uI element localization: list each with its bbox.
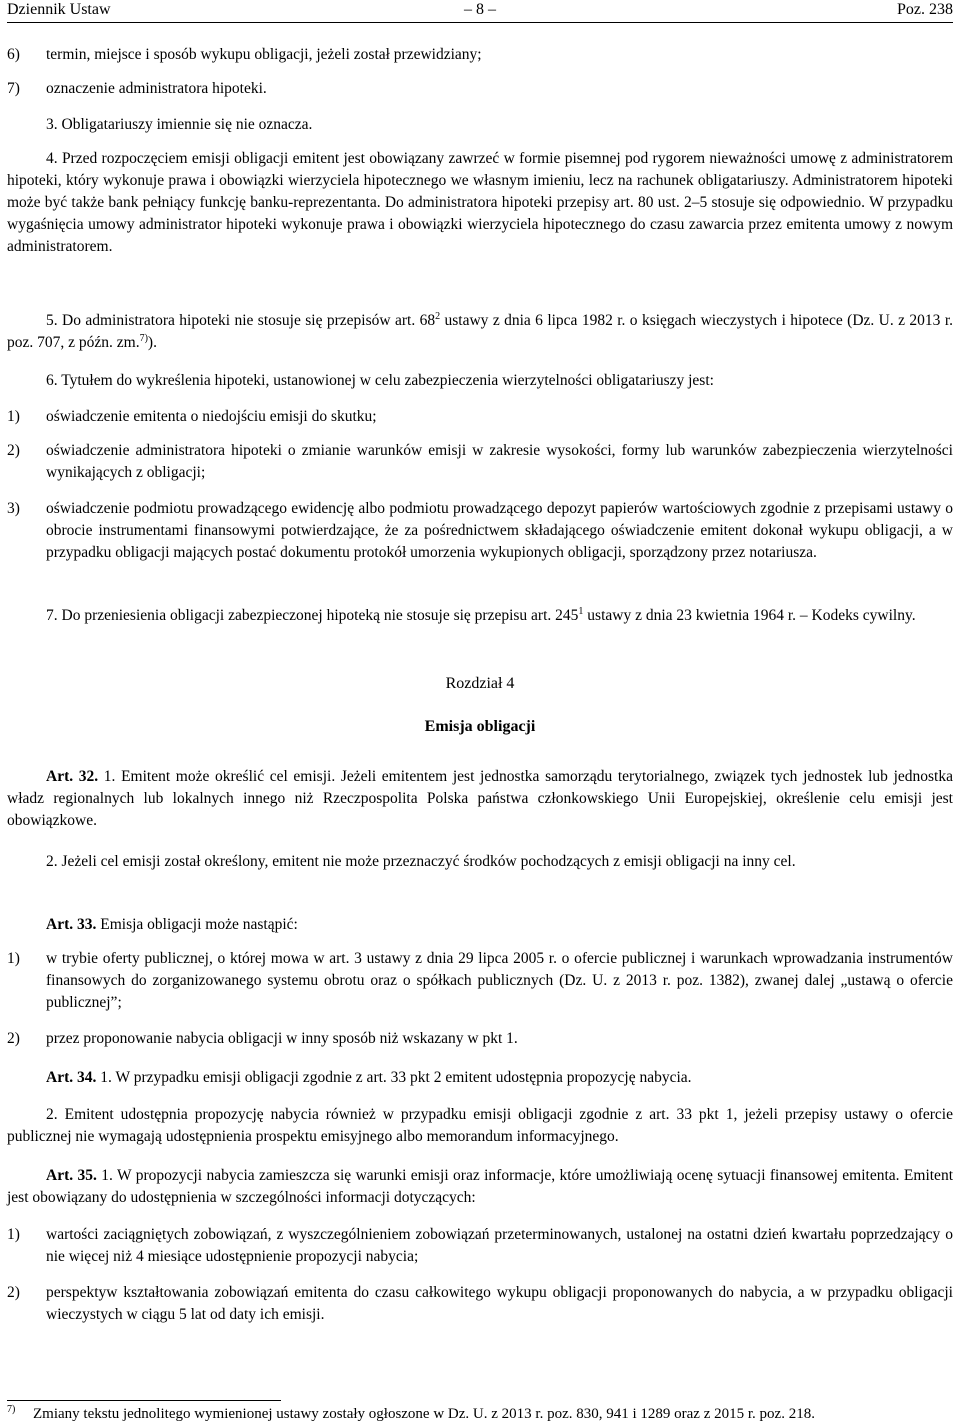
list-item-number: 7) xyxy=(7,80,20,97)
list-item-number: 1) xyxy=(7,408,20,425)
list-item-number: 6) xyxy=(7,46,20,63)
publication-title: Dziennik Ustaw xyxy=(7,1,111,18)
article-32-paragraph-2: 2. Jeżeli cel emisji został określony, emitent nie może przeznaczyć środków pochodzących z emisji obligacji na inny cel. xyxy=(46,853,796,870)
article-label: Art. 32. xyxy=(46,768,99,785)
list-item-text: oświadczenie administratora hipoteki o zmianie warunków emisji w zakresie wysokości, formy lub warunków zabezpieczenia wierzytelności wynikających z obligacji; xyxy=(46,442,953,481)
article-34-paragraph-2: 2. Emitent udostępnia propozycję nabycia również w przypadku emisji obligacji zgodnie z art. 33 pkt 1, jeżeli przepisy ustawy o ofercie publicznej nie wymagają udostępnienia prospektu emisyjnego albo memorandum informacyjnego. xyxy=(7,1106,953,1145)
list-item-text: oświadczenie emitenta o niedojściu emisji do skutku; xyxy=(46,408,377,425)
list-item xyxy=(7,440,953,484)
paragraph-5-text: ). xyxy=(147,334,157,351)
article-text: 1. W przypadku emisji obligacji zgodnie z art. 33 pkt 2 emitent udostępnia propozycję nabycia. xyxy=(96,1069,692,1086)
paragraph-4: 4. Przed rozpoczęciem emisji obligacji emitent jest obowiązany zawrzeć w formie pisemnej pod rygorem nieważności umowę z administratorem hipoteki, który wykonuje prawa i obowiązki wierzyciela hipotecznego we własnym imieniu, lecz na rachunek obligatariuszy. Administratorem hipoteki może być także bank pełniący funkcję banku-reprezentanta. Do administratora hipoteki przepisy art. 80 ust. 2–5 stosuje się odpowiednio. W przypadku wygaśnięcia umowy administrator hipoteki wykonuje prawa i obowiązki wierzyciela hipotecznego do czasu zawarcia przez emitenta umowy z nowym administratorem. xyxy=(7,150,953,255)
paragraph-7 xyxy=(7,605,953,627)
list-item-text: perspektyw kształtowania zobowiązań emitenta do czasu całkowitego wykupu obligacji proponowanych do nabycia, a w przypadku obligacji wieczystych w ciągu 5 lat od daty ich emisji. xyxy=(46,1284,953,1323)
paragraph-5-text: 5. Do administratora hipoteki nie stosuje się przepisów art. 68 xyxy=(46,312,436,329)
list-item-number: 2) xyxy=(7,1284,20,1301)
superscript: 2 xyxy=(435,310,441,322)
list-item-text: przez proponowanie nabycia obligacji w inny sposób niż wskazany w pkt 1. xyxy=(46,1030,518,1047)
list-item xyxy=(7,498,953,564)
list-item xyxy=(7,1028,953,1050)
list-item-number: 3) xyxy=(7,500,20,517)
list-item xyxy=(7,44,953,66)
list-item-text: oświadczenie podmiotu prowadzącego ewidencję albo podmiotu prowadzącego depozyt papierów wartościowych zgodnie z przepisami ustawy o obrocie instrumentami finansowymi potwierdzające, że za pośrednictwem składającego oświadczenie emitent dokonał wykupu obligacji, a w przypadku obligacji mających postać dokumentu protokół umorzenia wykupionych obligacji, sporządzony przez notariusza. xyxy=(46,500,953,561)
article-text: 1. Emitent może określić cel emisji. Jeżeli emitentem jest jednostka samorządu terytorialnego, związek tych jednostek lub jednostka władz regionalnych lub lokalnych innego niż Rzeczpospolita Polska państwa członkowskiego Unii Europejskiej, określenie celu emisji jest obowiązkowe. xyxy=(7,768,953,829)
article-33-intro xyxy=(7,914,953,936)
article-32-paragraph-1 xyxy=(7,766,953,832)
paragraph-5 xyxy=(7,310,953,354)
superscript: 1 xyxy=(578,605,584,617)
list-item xyxy=(7,1282,953,1326)
list-item-number: 1) xyxy=(7,1226,20,1243)
footnote-separator xyxy=(7,1400,281,1401)
footnote xyxy=(7,1404,953,1424)
list-item-number: 2) xyxy=(7,442,20,459)
article-35-paragraph-1 xyxy=(7,1165,953,1209)
list-item-text: termin, miejsce i sposób wykupu obligacji, jeżeli został przewidziany; xyxy=(46,46,482,63)
list-item-text: oznaczenie administratora hipoteki. xyxy=(46,80,267,97)
list-item-number: 1) xyxy=(7,950,20,967)
article-34-paragraph-1 xyxy=(7,1067,953,1089)
list-item xyxy=(7,948,953,1014)
list-item xyxy=(7,406,953,428)
article-text: 1. W propozycji nabycia zamieszcza się warunki emisji oraz informacje, które umożliwiają ocenę sytuacji finansowej emitenta. Emitent jest obowiązany do udostępnienia w szczególności informacji dotyczących: xyxy=(7,1167,953,1206)
list-item xyxy=(7,78,953,100)
chapter-number: Rozdział 4 xyxy=(445,675,515,692)
footnote-number: 7) xyxy=(7,1404,16,1415)
page-number: – 8 – xyxy=(464,1,496,18)
article-label: Art. 33. xyxy=(46,916,97,933)
footnote-text: Zmiany tekstu jednolitego wymienionej ustawy zostały ogłoszone w Dz. U. z 2013 r. poz. 830, 941 i 1289 oraz z 2015 r. poz. 218. xyxy=(33,1406,815,1422)
paragraph-7-text: ustawy z dnia 23 kwietnia 1964 r. – Kodeks cywilny. xyxy=(583,607,916,624)
paragraph-6: 6. Tytułem do wykreślenia hipoteki, ustanowionej w celu zabezpieczenia wierzytelności obligatariuszy jest: xyxy=(46,372,714,389)
list-item-text: wartości zaciągniętych zobowiązań, z wyszczególnieniem zobowiązań przeterminowanych, ustalonej na ostatni dzień kwartału poprzedzający o nie więcej niż 4 miesiące udostępnienie propozycji nabycia; xyxy=(46,1226,953,1265)
article-label: Art. 34. xyxy=(46,1069,97,1086)
paragraph-5-text: ustawy z dnia 6 lipca 1982 r. o księgach wieczystych i hipotece (Dz. U. z 2013 r. poz. 707, z późn. zm. xyxy=(7,312,954,351)
article-label: Art. 35. xyxy=(46,1167,97,1184)
paragraph-3: 3. Obligatariuszy imiennie się nie oznacza. xyxy=(46,116,313,133)
paragraph-7-text: 7. Do przeniesienia obligacji zabezpieczonej hipoteką nie stosuje się przepisu art. 245 xyxy=(46,607,579,624)
list-item-number: 2) xyxy=(7,1030,20,1047)
chapter-title: Emisja obligacji xyxy=(424,718,536,735)
list-item xyxy=(7,1224,953,1268)
position-number: Poz. 238 xyxy=(897,1,953,18)
page-header xyxy=(7,0,953,23)
article-text: Emisja obligacji może nastąpić: xyxy=(96,916,298,933)
footnote-reference: 7) xyxy=(139,332,148,344)
list-item-text: w trybie oferty publicznej, o której mowa w art. 3 ustawy z dnia 29 lipca 2005 r. o ofercie publicznej i warunkach wprowadzania instrumentów finansowych do zorganizowanego systemu obrotu oraz o spółkach publicznych (Dz. U. z 2013 r. poz. 1382), zwanej dalej „ustawą o ofercie publicznej”; xyxy=(46,950,953,1011)
